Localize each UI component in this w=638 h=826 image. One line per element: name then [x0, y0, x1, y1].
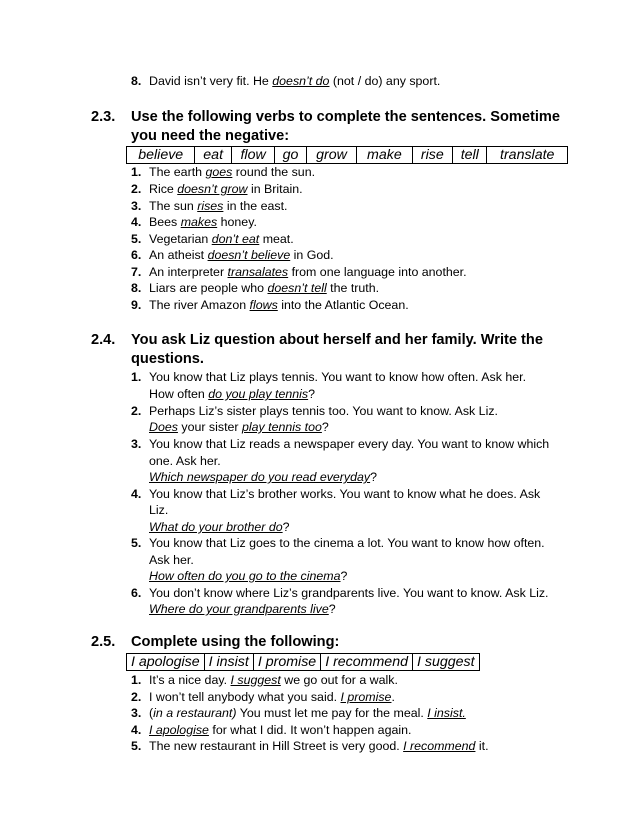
answer: Where do your grandparents live	[149, 602, 329, 616]
word-cell: I promise	[253, 654, 320, 671]
word-cell: I suggest	[412, 654, 479, 671]
word-box	[126, 146, 568, 164]
answer: transalates	[227, 265, 289, 279]
section-title-line: Use the following verbs to complete the sentences. Sometime	[131, 109, 560, 125]
answer: I suggest	[230, 673, 281, 687]
word-cell: rise	[412, 147, 452, 164]
word-cell: eat	[195, 147, 231, 164]
section-title-line: questions.	[131, 351, 204, 367]
section-number: 2.3.	[91, 109, 116, 125]
word-cell: believe	[127, 147, 195, 164]
item-number: 8.	[131, 74, 142, 88]
word-cell: grow	[306, 147, 356, 164]
answer: Which newspaper do you read everyday	[149, 470, 371, 484]
worksheet-page: 8. David isn’t very fit. He doesn’t do (not / do) any sport. 2.3. Use the following verbs to complete the sentences. Sometime you need the negative: believe eat flow go grow make rise tell translate 1. The earth goes round the sun. 2. Rice doesn’t grow in Britain. 3. The sun rises in the east. 4. Bees makes honey. 5. Vegetarian don’t eat meat. 6. An atheist doesn’t believe in God. 7. An interpreter transalates from one language into another. 8. Liars are people who doesn’t tell the truth. 9. The river Amazon flows into the Atlantic Ocean. 2.4. You ask Liz question about herself and her family. Write the questions. 1. You know that Liz plays tennis. You want to know how often. Ask her. How often do you play tennis? 2. Perhaps Liz’s sister plays tennis too. You want to know. Ask Liz. Does your sister play tennis too? 3. You know that Liz reads a newspaper every day. You want to know which one. Ask her. Which newspaper do you read everyday? 4. You know that Liz’s brother works. You want to know what he does. Ask Liz. What do your brother do? 5. You know that Liz goes to the cinema a lot. You want to know how often. Ask her. How often do you go to the cinema? 6. You don’t know where Liz’s grandparents live. You want to know. Ask Liz. Where do your grandparents live? 2.5. Complete using the following: I apologise I insist I promise I recommend I suggest 1. It’s a nice day. I suggest we go out for a walk. 2. I won’t tell anybody what you said. I promise. 3. (in a restaurant) You must let me pay for the meal. I insist. 4. I apologise for what I did. It won’t happen again. 5. The new restaurant in Hill Street is very good. I recommend it.	[0, 0, 638, 826]
section-number: 2.5.	[91, 634, 116, 650]
answer: makes	[180, 215, 218, 229]
word-cell: flow	[231, 147, 274, 164]
word-cell: I insist	[204, 654, 253, 671]
answer: doesn’t tell	[267, 281, 327, 295]
answer: don’t eat	[211, 232, 260, 246]
answer: I recommend	[403, 739, 476, 753]
answer: play tennis too	[241, 420, 322, 434]
item-text: David isn’t very fit. He doesn’t do (not / do) any sport.	[149, 74, 441, 88]
answer: I apologise	[149, 723, 209, 737]
answer: I promise	[340, 690, 392, 704]
word-cell: make	[357, 147, 412, 164]
answer: goes	[205, 165, 233, 179]
answer: How often do you go to the cinema	[149, 569, 341, 583]
answer: What do your brother do	[149, 520, 283, 534]
word-cell: go	[275, 147, 306, 164]
answer: I insist.	[427, 706, 466, 720]
section-title-line: Complete using the following:	[131, 634, 340, 650]
word-cell: tell	[453, 147, 487, 164]
answer: doesn’t grow	[177, 182, 248, 196]
answer: doesn’t believe	[207, 248, 291, 262]
answer: Does	[149, 420, 178, 434]
answer: do you play tennis	[208, 387, 309, 401]
section-number: 2.4.	[91, 332, 116, 348]
section-title-line: You ask Liz question about herself and her family. Write the	[131, 332, 543, 348]
word-cell: translate	[487, 147, 568, 164]
answer: doesn’t do	[272, 74, 330, 88]
word-cell: I apologise	[127, 654, 205, 671]
section-title-line: you need the negative:	[131, 128, 290, 144]
answer: rises	[197, 199, 224, 213]
answer: flows	[249, 298, 278, 312]
word-box	[126, 653, 480, 671]
word-cell: I recommend	[321, 654, 413, 671]
